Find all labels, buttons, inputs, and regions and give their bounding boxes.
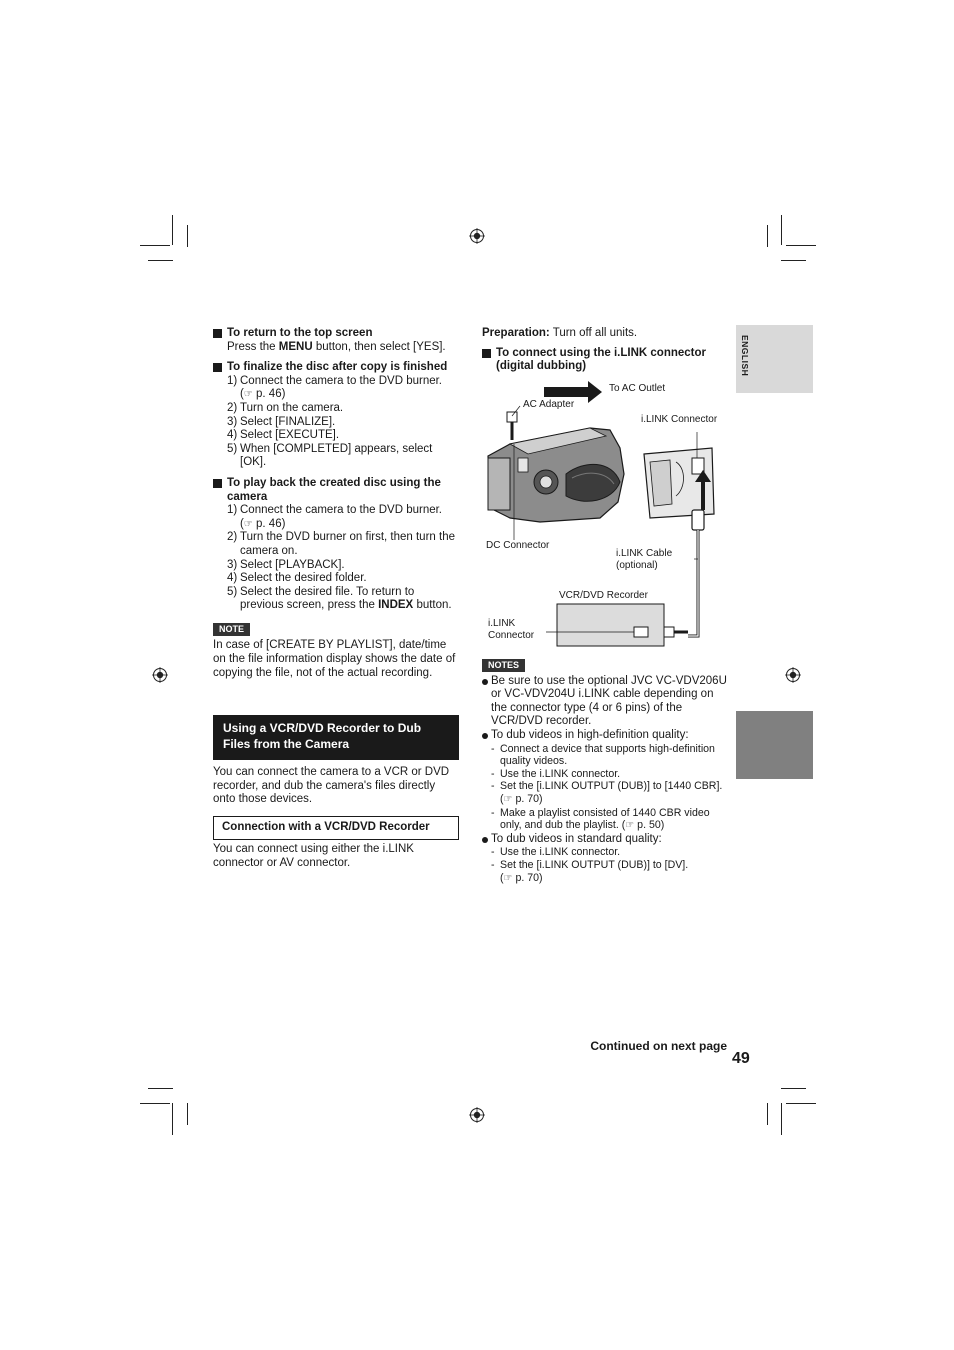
registration-mark-left <box>152 667 168 683</box>
ilink-connector-label: i.LINK Connector <box>641 414 718 425</box>
page-number: 49 <box>732 1050 750 1067</box>
left-column <box>213 327 459 680</box>
continued-text: Continued on next page <box>590 1039 727 1053</box>
finalize-step-3: 3) Select [FINALIZE]. <box>227 415 336 428</box>
finalize-step-4: 4) Select [EXECUTE]. <box>227 429 340 442</box>
language-tab-label: ENGLISH <box>740 335 750 377</box>
notes-hd-item-3: - Set the [i.LINK OUTPUT (DUB)] to [1440 CBR]. (☞ p. 70) <box>482 780 730 806</box>
notes-hd-item-2: - Use the i.LINK connector. <box>482 768 730 781</box>
ilink-cable-label: i.LINK Cable (optional) <box>616 548 673 571</box>
finalize-step-2: 2) Turn on the camera. <box>227 401 344 414</box>
notes-bullet-hd: To dub videos in high-definition quality: <box>482 729 730 743</box>
playback-step-5: 5) Select the desired file. To return to previous screen, press the INDEX button. <box>227 585 452 612</box>
finalize-heading: To finalize the disc after copy is finished <box>213 361 459 375</box>
notes-sd-item-1: - Use the i.LINK connector. <box>482 846 730 859</box>
notes-block <box>482 659 730 885</box>
section-heading-box <box>213 715 459 760</box>
notes-sd-item-2: - Set the [i.LINK OUTPUT (DUB)] to [DV]. (☞ p. 70) <box>482 859 730 885</box>
pointing-hand-icon: ☞ <box>243 518 253 530</box>
playback-heading: To play back the created disc using the camera <box>213 477 459 504</box>
playback-step-4: 4) Select the desired folder. <box>227 572 367 585</box>
right-column-top <box>482 327 730 374</box>
section-text: You can connect the camera to a VCR or DVD recorder, and dub the camera's files directly onto those devices. <box>213 766 450 806</box>
dc-connector-label: DC Connector <box>486 540 550 551</box>
finalize-step-5: 5) When [COMPLETED] appears, select [OK]. <box>227 442 433 469</box>
camcorder-illustration <box>488 428 624 522</box>
vcr-dvd-recorder-illustration <box>557 604 664 646</box>
ac-adapter-label: AC Adapter <box>523 399 575 410</box>
subsection-text: You can connect using either the i.LINK connector or AV connector. <box>213 843 414 869</box>
finalize-step-1: 1) Connect the camera to the DVD burner. (☞ p. 46) <box>227 374 442 401</box>
section-tab <box>736 711 813 779</box>
language-tab <box>736 325 813 393</box>
return-top-text: Press the MENU button, then select [YES]. <box>227 340 446 353</box>
note-text: In case of [CREATE BY PLAYLIST], date/time on the file information display shows the date of copying the file, not of the actual recording. <box>213 639 456 679</box>
playback-step-1: 1) Connect the camera to the DVD burner. (☞ p. 46) <box>227 504 442 530</box>
notes-hd-item-4: - Make a playlist consisted of 1440 CBR video only, and dub the playlist. (☞ p. 50) <box>482 807 730 833</box>
connect-heading: To connect using the i.LINK connector (digital dubbing) <box>482 347 730 374</box>
menu-word: MENU <box>278 340 313 353</box>
pointing-hand-icon: ☞ <box>503 872 513 884</box>
notes-bullet-cable: Be sure to use the optional JVC VC-VDV206U or VC-VDV204U i.LINK cable depending on the connector type (4 or 6 pins) of the VCR/DVD recorder. <box>482 675 730 729</box>
subsection-heading-box <box>213 816 459 840</box>
return-top-heading: To return to the top screen <box>213 327 459 341</box>
playback-step-3: 3) Select [PLAYBACK]. <box>227 558 345 571</box>
subsection-title: Connection with a VCR/DVD Recorder <box>222 821 430 833</box>
registration-mark-top <box>469 228 485 244</box>
section-title: Using a VCR/DVD Recorder to Dub Files from the Camera <box>223 721 422 751</box>
index-word: INDEX <box>378 599 414 612</box>
pointing-hand-icon: ☞ <box>503 793 513 805</box>
preparation-line: Preparation: Turn off all units. <box>482 327 638 339</box>
ilink-connector-recorder-label: i.LINK Connector <box>488 618 535 641</box>
note-tag: NOTE <box>213 623 250 636</box>
registration-mark-right <box>785 667 801 683</box>
playback-step-2: 2) Turn the DVD burner on first, then turn the camera on. <box>227 531 455 557</box>
pointing-hand-icon: ☞ <box>625 820 635 832</box>
notes-tag: NOTES <box>482 659 525 672</box>
pointing-hand-icon: ☞ <box>243 389 253 401</box>
vcr-dvd-recorder-label: VCR/DVD Recorder <box>559 590 648 601</box>
notes-hd-item-1: - Connect a device that supports high-definition quality videos. <box>482 743 730 768</box>
notes-bullet-sd: To dub videos in standard quality: <box>482 833 730 847</box>
registration-mark-bottom <box>469 1107 485 1123</box>
to-ac-outlet-label: To AC Outlet <box>609 383 666 394</box>
